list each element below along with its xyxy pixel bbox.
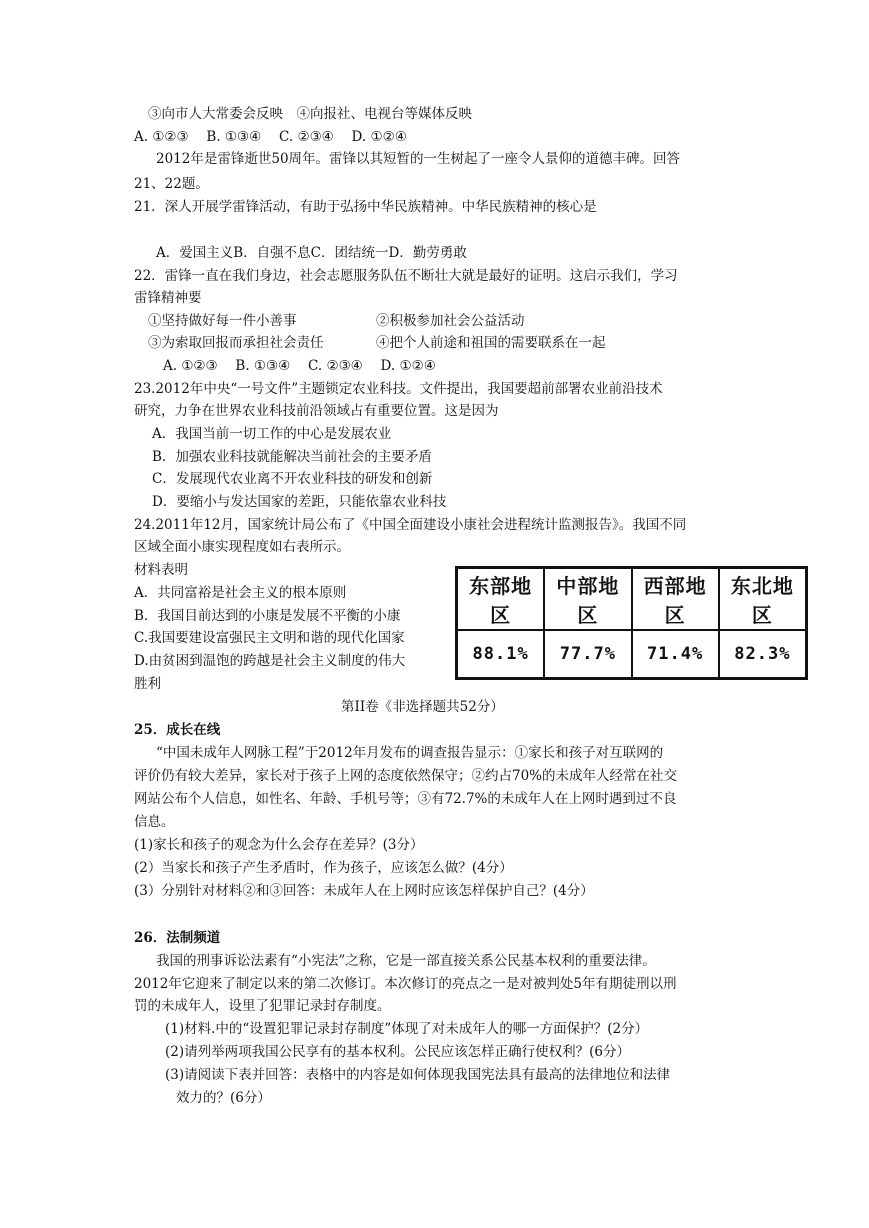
region-value-central: 77.7%	[544, 630, 631, 679]
q22-option-1: ①坚持做好每一件小善事	[148, 313, 297, 329]
q24-stem-cont: 区域全面小康实现程度如右表所示。	[134, 539, 350, 555]
q23-stem: 23.2012年中央“一号文件”主题锁定农业科技。文件提出，我国要超前部署农业前沿技术	[134, 381, 663, 397]
region-header-northeast: 东北地区	[719, 568, 807, 631]
q21-stem: 21．深人开展学雷锋活动，有助于弘扬中华民族精神。中华民族精神的核心是	[134, 199, 597, 215]
region-xiaokang-table	[455, 566, 808, 680]
q20-option-line-2: ③向市人大常委会反映 ④向报社、电视台等媒体反映	[148, 106, 472, 122]
q23-option-b: B．加强农业科技就能解决当前社会的主要矛盾	[152, 449, 432, 465]
q22-stem-cont: 雷锋精神要	[134, 290, 202, 306]
q23-option-a: A．我国当前一切工作的中心是发展农业	[152, 426, 392, 442]
q26-material-2: 2012年它迎来了制定以来的第二次修订。本次修订的亮点之一是对被判处5年有期徒刑以刑	[134, 976, 677, 992]
part-two-heading: 第II卷《非选择题共52分）	[341, 699, 504, 715]
region-value-east: 88.1%	[457, 630, 545, 679]
q22-option-4: ④把个人前途和祖国的需要联系在一起	[376, 335, 606, 351]
region-header-west: 西部地区	[632, 568, 719, 631]
q25-title: 25．成长在线	[134, 722, 221, 738]
q24-option-a: A．共同富裕是社会主义的根本原则	[134, 585, 347, 601]
leifeng-intro: 2012年是雷锋逝世50周年。雷锋以其短暂的一生树起了一座令人景仰的道德丰碑。回答	[156, 151, 681, 167]
q26-sub-2: (2)请列举两项我国公民享有的基本权利。公民应该怎样正确行使权利？(6分）	[165, 1044, 630, 1060]
q24-option-c: C.我国要建设富强民主文明和谐的现代化国家	[134, 630, 405, 646]
region-header-east: 东部地区	[457, 568, 545, 631]
q26-sub-1: (1)材料.中的“设置犯罪记录封存制度”体现了对未成年人的哪一方面保护？(2分）	[165, 1021, 649, 1037]
q24-prompt: 材料表明	[134, 562, 188, 578]
q22-stem: 22．雷锋一直在我们身边，社会志愿服务队伍不断壮大就是最好的证明。这启示我们，学习	[134, 268, 678, 284]
q25-material-4: 信息。	[134, 814, 175, 830]
q26-sub-3: (3)请阅读下表并回答：表格中的内容是如何体现我国宪法具有最高的法律地位和法律	[165, 1067, 671, 1083]
q25-material-2: 评价仍有较大差异，家长对于孩子上网的态度依然保守；②约占70%的未成年人经常在社交	[134, 768, 678, 784]
q25-sub-3: (3）分别针对材料②和③回答：未成年人在上网时应该怎样保护自己？(4分）	[134, 883, 594, 899]
region-value-west: 71.4%	[632, 630, 719, 679]
q22-option-3: ③为索取回报而承担社会责任	[148, 335, 324, 351]
q26-material-1: 我国的刑事诉讼法素有“小宪法”之称，它是一部直接关系公民基本权利的重要法律。	[156, 953, 656, 969]
q21-options: A．爱国主义B．自强不息C．团结统一D．勤劳勇敢	[156, 245, 467, 261]
q24-option-d-cont: 胜利	[134, 676, 161, 692]
q25-material-3: 网站公布个人信息，如性名、年龄、手机号等；③有72.7%的未成年人在上网时遇到过不良	[134, 791, 677, 807]
q25-sub-2: (2）当家长和孩子产生矛盾时，作为孩子，应该怎么做？(4分）	[134, 860, 513, 876]
q25-sub-1: (1)家长和孩子的观念为什么会存在差异？(3分）	[134, 837, 424, 853]
leifeng-intro-cont: 21、22题。	[134, 176, 209, 192]
region-header-central: 中部地区	[544, 568, 631, 631]
q24-option-d: D.由贫困到温饱的跨越是社会主义制度的伟大	[134, 653, 406, 669]
q26-title: 26．法制频道	[134, 930, 221, 946]
q26-material-3: 罚的未成年人，设里了犯罪记录封存制度。	[134, 998, 391, 1014]
q24-option-b: B．我国目前达到的小康是发展不平衡的小康	[134, 608, 401, 624]
q23-stem-cont: 研究，力争在世界农业科技前沿领域占有重要位置。这是因为	[134, 403, 499, 419]
q26-sub-3-cont: 效力的？(6分）	[176, 1090, 271, 1106]
q22-option-2: ②积极参加社会公益活动	[376, 313, 525, 329]
q24-stem: 24.2011年12月，国家统计局公布了《中国全面建设小康社会进程统计监测报告》。我国不同	[134, 517, 687, 533]
q20-answers: A. ①②③ B. ①③④ C. ②③④ D. ①②④	[134, 129, 407, 145]
q22-answers: A. ①②③ B. ①③④ C. ②③④ D. ①②④	[163, 358, 436, 374]
region-value-northeast: 82.3%	[719, 630, 807, 679]
q23-option-d: D．要缩小与发达国家的差距，只能依靠农业科技	[152, 494, 447, 510]
q25-material-1: “中国未成年人网脉工程”于2012年月发布的调查报告显示：①家长和孩子对互联网的	[156, 745, 664, 761]
q23-option-c: C．发展现代农业离不开农业科技的研发和创新	[152, 471, 433, 487]
